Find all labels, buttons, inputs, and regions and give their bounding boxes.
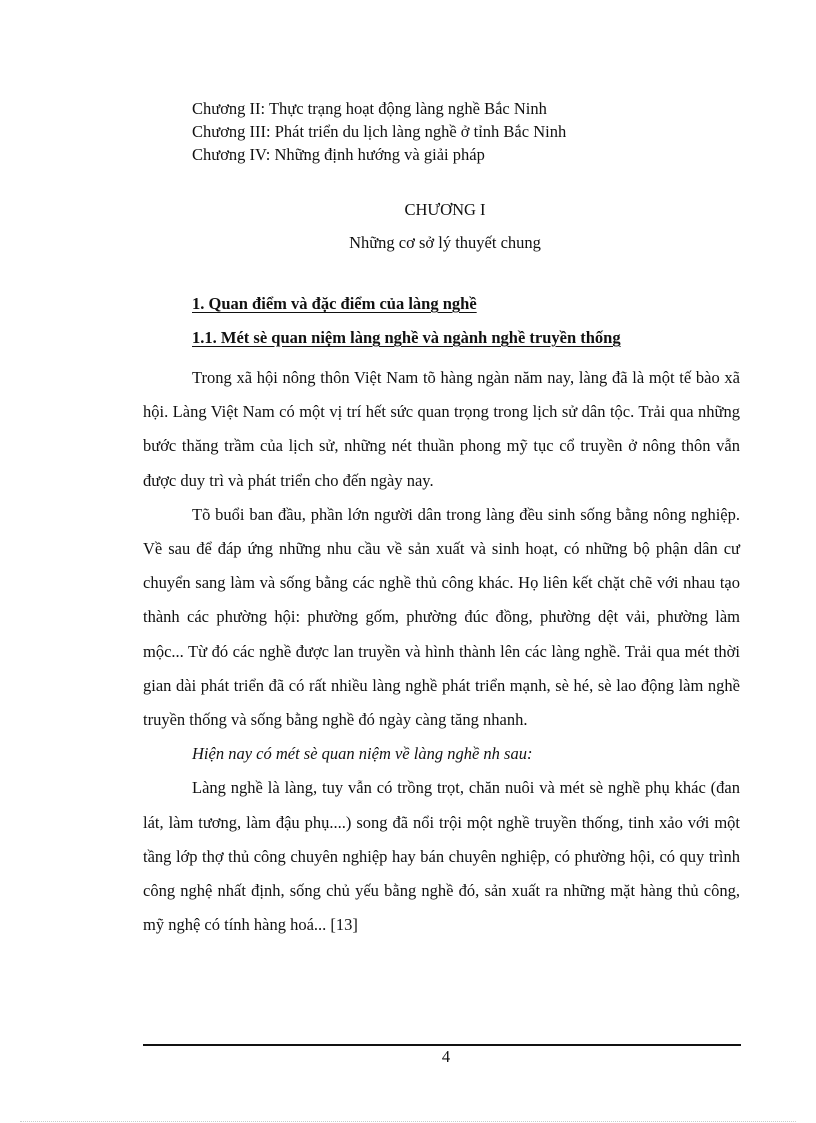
chapter-subtitle: Những cơ sở lý thuyết chung bbox=[349, 233, 541, 252]
toc-line-chapter-3: Chương III: Phát triển du lịch làng nghề ở tỉnh Bắc Ninh bbox=[192, 122, 567, 141]
toc-line-chapter-2: Chương II: Thực trạng hoạt động làng nghề Bắc Ninh bbox=[192, 99, 547, 118]
section-heading: 1. Quan điểm và đặc điểm của làng nghề bbox=[192, 294, 477, 313]
body-text bbox=[143, 361, 740, 942]
footer-divider bbox=[143, 1044, 741, 1046]
chapter-title: CHƯƠNG I bbox=[404, 200, 486, 219]
toc-line-chapter-4: Chương IV: Những định hướng và giải pháp bbox=[192, 145, 485, 164]
paragraph-2: Tõ buổi ban đầu, phần lớn người dân trong làng đều sinh sống bằng nông nghiệp. Về sau để đáp ứng những nhu cầu về sản xuất và sinh hoạt, có những bộ phận dân cư chuyển sang làm và sống bằng các nghề thủ công khác. Họ liên kết chặt chẽ với nhau tạo thành các phường hội: phường gốm, phường đúc đồng, phường dệt vải, phường làm mộc... Từ đó các nghề được lan truyền và hình thành lên các làng nghề. Trải qua mét thời gian dài phát triển đã có rất nhiều làng nghề phát triển mạnh, sè hé, sè lao động làm nghề truyền thống và sống bằng nghề đó ngày càng tăng nhanh. bbox=[143, 504, 740, 730]
paragraph-4: Làng nghề là làng, tuy vẫn có trồng trọt, chăn nuôi và mét sè nghề phụ khác (đan lát, làm tương, làm đậu phụ....) song đã nổi trội một nghề truyền thống, tinh xảo với một tầng lớp thợ thủ công chuyên nghiệp hay bán chuyên nghiệp, có phường hội, có quy trình công nghệ nhất định, sống chủ yếu bằng nghề đó, sản xuất ra những mặt hàng thủ công, mỹ nghệ có tính hàng hoá... [13] bbox=[143, 778, 740, 935]
page-number: 4 bbox=[441, 1047, 451, 1066]
table-of-contents bbox=[192, 97, 566, 166]
subsection-heading: 1.1. Mét sè quan niệm làng nghề và ngành nghề truyền thống bbox=[192, 328, 621, 347]
page-bottom-edge bbox=[20, 1121, 796, 1122]
paragraph-1: Trong xã hội nông thôn Việt Nam tõ hàng ngàn năm nay, làng đã là một tế bào xã hội. Làng Việt Nam có một vị trí hết sức quan trọng trong lịch sử dân tộc. Trải qua những bước thăng trầm của lịch sử, những nét thuần phong mỹ tục cổ truyền ở nông thôn vẫn được duy trì và phát triển cho đến ngày nay. bbox=[143, 368, 740, 490]
paragraph-3-italic: Hiện nay có mét sè quan niệm về làng nghề nh sau: bbox=[192, 744, 533, 764]
